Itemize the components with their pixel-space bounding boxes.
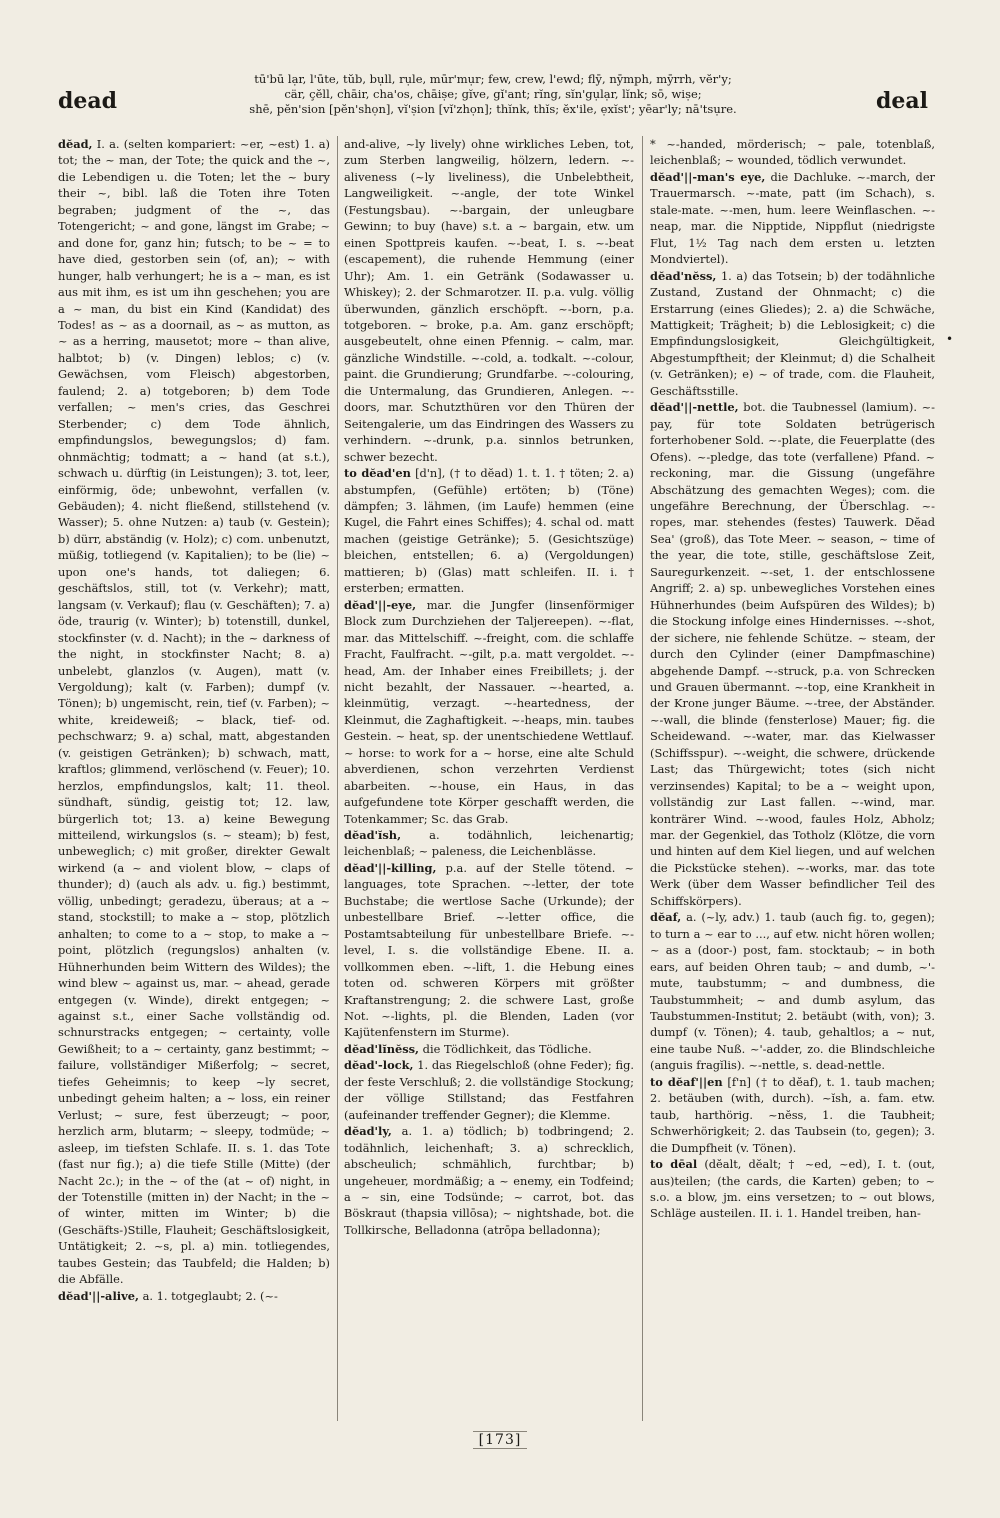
page-number-text: [173] xyxy=(473,1431,528,1449)
page-header xyxy=(58,72,928,128)
headword: to dĕaf'||en xyxy=(650,1074,723,1089)
headword: dĕad'nĕss, xyxy=(650,268,717,283)
dictionary-entry xyxy=(650,399,935,909)
dictionary-entry xyxy=(650,268,935,400)
column-1 xyxy=(58,136,330,1421)
dictionary-entry xyxy=(344,136,634,465)
headword: dĕad'lĭnĕss, xyxy=(344,1041,420,1056)
dictionary-entry xyxy=(344,1123,634,1238)
page-number xyxy=(0,1432,1000,1448)
headword: dĕad'||-man's eye, xyxy=(650,169,766,184)
headword: dĕad'||-nettle, xyxy=(650,400,739,415)
dictionary-entry xyxy=(344,465,634,597)
entry-definition: p.a. auf der Stelle tötend. ~ languages, tote Sprachen. ~-letter, der tote Buchstabe; die wertlose Sache (Urkunde); der unbestellbare Brief. ~-letter office, die Postamtsabteilung für unbestellbare Briefe. ~-level, I. s. die vollständige Ebene. II. a. vollkommen eben. ~-lift, 1. die Hebung eines toten od. schweren Körpers mit größter Kraftanstrengung; 2. die schwere Last, große Not. ~-lights, pl. die Blenden, Laden (vor Kajütenfenstern im Sturme). xyxy=(344,860,634,1040)
dictionary-entry xyxy=(650,909,935,1074)
column-divider xyxy=(642,136,643,1421)
headword: dĕaf, xyxy=(650,910,682,925)
dictionary-entry xyxy=(344,1057,634,1123)
pronunciation-key-line: tū'bū lạr, l'ūte, tŭb, bụll, rụle, mūr'mụr; few, crew, l'ewd; flȳ, nȳmph, mȳrrh, vĕr'y; xyxy=(254,72,732,86)
headword: to dĕad'en xyxy=(344,466,411,481)
pronunciation-key-line: cär, çĕll, chāir, cha'os, chāiṣe; gĭve, gĭ'ant; rĭng, sĭn'gụlạr, lĭnk; sō, wiṣe; xyxy=(284,87,702,101)
headword: dĕad'ĭsh, xyxy=(344,828,402,843)
entry-definition: mar. die Jungfer (linsenförmiger Block zum Durchziehen der Taljereepen). ~-flat, mar. das Mittelschiff. ~-freight, com. die schlaffe Fracht, Faulfracht. ~-gilt, p.a. matt vergoldet. ~-head, Am. der Inhaber eines Freibillets; j. der nicht bezahlt, der Nassauer. ~-hearted, a. kleinmütig, verzagt. ~-heartedness, der Kleinmut, die Zaghaftigkeit. ~-heaps, min. taubes Gestein. ~ heat, sp. der unentschiedene Wettlauf. ~ horse: to work for a ~ horse, eine alte Schuld abverdienen, schon verzehrten Verdienst abarbeiten. ~-house, ein Haus, in das aufgefundene tote Körper geschafft werden, die Totenkammer; Sc. das Grab. xyxy=(344,597,634,826)
headword: dĕad'||-alive, xyxy=(58,1288,139,1303)
entry-definition: I. a. (selten kompariert: ~er, ~est) 1. a) tot; the ~ man, der Tote; the quick and the ~, die Lebendigen u. die Toten; let the ~ bury their ~, bibl. laß die Toten ihre Toten begraben; judgment of the ~, das Totengericht; ~ and gone, längst im Grabe; ~ and done for, ganz hin; futsch; to be ~ = to have died, gestorben sein (of, an); ~ with hunger, halb verhungert; he is a ~ man, es ist aus mit ihm, es ist um ihn geschehen; you are a ~ man, du bist ein Kind (Kandidat) des Todes! as ~ as a doornail, as ~ as mutton, as ~ as a herring, mausetot; more ~ than alive, halbtot; b) (v. Dingen) leblos; c) (v. Gewächsen, vom Fleisch) abgestorben, faulend; 2. a) totgeboren; b) dem Tode verfallen; ~ men's cries, das Geschrei Sterbender; c) dem Tode ähnlich, empfindungslos, bewegungslos; d) fam. ohnmächtig; todmatt; a ~ hand (at s.t.), schwach u. dürftig (in Leistungen); 3. tot, leer, einförmig, öde; unbewohnt, verfallen (v. Gebäuden); 4. nicht fließend, stillstehend (v. Wasser); 5. ohne Nutzen: a) taub (v. Gestein); b) dürr, abständig (v. Holz); c) com. unbenutzt, müßig, totliegend (v. Kapitalien); to be (lie) ~ upon one's hands, tot daliegen; 6. geschäftslos, still, tot (v. Verkehr); matt, langsam (v. Verkauf); flau (v. Geschäften); 7. a) öde, traurig (v. Winter); b) totenstill, dunkel, stockfinster (v. d. Nacht); in the ~ darkness of the night, in stockfinster Nacht; 8. a) unbelebt, glanzlos (v. Augen), matt (v. Vergoldung); kalt (v. Farben); dumpf (v. Tönen); b) ungemischt, rein, tief (v. Farben); ~ white, kreideweiß; ~ black, tief- od. pechschwarz; 9. a) schal, matt, abgestanden (v. geistigen Getränken); b) schwach, matt, kraftlos; glimmend, verlöschend (v. Feuer); 10. herzlos, empfindungslos, kalt; 11. theol. sündhaft, sündig, geistig tot; 12. law, bürgerlich tot; 13. a) keine Bewegung mitteilend, wirkungslos (s. ~ steam); b) fest, unbeweglich; c) mit großer, direkter Gewalt wirkend (a ~ and violent blow, ~ claps of thunder); d) (auch als adv. u. fig.) bestimmt, völlig, unbedingt; geradezu, überaus; at a ~ stand, stockstill; to make a ~ stop, plötzlich anhalten; to come to a ~ stop, to make a ~ point, plötzlich (regungslos) anhalten (v. Hühnerhunden beim Wittern des Wildes); the wind blew ~ against us, mar. ~ ahead, gerade entgegen (v. Winde), direkt entgegen; ~ against s.t., einer Sache vollständig od. schnurstracks entgegen; ~ certainty, volle Gewißheit; to a ~ certainty, ganz bestimmt; ~ failure, vollständiger Mißerfolg; ~ secret, tiefes Geheimnis; to keep ~ly secret, unbedingt geheim halten; a ~ loss, ein reiner Verlust; ~ sure, fest überzeugt; ~ poor, herzlich arm, blutarm; ~ sleepy, todmüde; ~ asleep, im tiefsten Schlafe. II. s. 1. das Tote (fast nur fig.); a) die tiefe Stille (Mitte) (der Nacht 2c.); in the ~ of the (at ~ of) night, in der Totenstille (mitten in) der Nacht; in the ~ of winter, mitten im Winter; b) die (Geschäfts-)Stille, Flauheit; Geschäftslosigkeit, Untätigkeit; 2. ~s, pl. a) min. totliegendes, taubes Gestein; das Taubfeld; die Halden; b) die Abfälle. xyxy=(58,137,330,1287)
headword: to dēal xyxy=(650,1157,698,1172)
entry-definition: a. todähnlich, leichenartig; leichenblaß; ~ paleness, die Leichenblässe. xyxy=(344,828,634,859)
headword: dĕad'-lock, xyxy=(344,1058,414,1073)
entry-definition: * ~-handed, mörderisch; ~ pale, totenblaß, leichenblaß; ~ wounded, tödlich verwundet. xyxy=(650,137,935,168)
dictionary-entry xyxy=(650,136,935,169)
headword: dĕad, xyxy=(58,137,93,151)
dictionary-entry xyxy=(58,1288,330,1304)
pronunciation-key-line: shē, pĕn'sion [pĕn'shọn], vĭ'ṣion [vĭ'zhọn]; thĭnk, thĭs; ĕx'ile, ẹxĭst'; yēar'ly; nā'tsụre. xyxy=(249,102,737,116)
entry-definition: a. 1. a) tödlich; b) todbringend; 2. todähnlich, leichenhaft; 3. a) schrecklich, abscheulich; schmählich, furchtbar; b) ungeheuer, mordmäßig; a ~ enemy, ein Todfeind; a ~ sin, eine Todsünde; ~ carrot, bot. das Böskraut (thapsia villōsa); ~ nightshade, bot. die Tollkirsche, Belladonna (atrōpa belladonna); xyxy=(344,1124,634,1237)
entry-definition: and-alive, ~ly lively) ohne wirkliches Leben, tot, zum Sterben langweilig, hölzern, ledern. ~-aliveness (~ly liveliness), die Unbelebtheit, Langweiligkeit. ~-angle, der tote Winkel (Festungsbau). ~-bargain, der unleugbare Gewinn; to buy (have) s.t. a ~ bargain, etw. um einen Spottpreis kaufen. ~-beat, I. s. ~-beat (escapement), die ruhende Hemmung (einer Uhr); Am. 1. ein Getränk (Sodawasser u. Whiskey); 2. der Schmarotzer. II. p.a. vulg. völlig überwunden, gänzlich erschöpft. ~-born, p.a. totgeboren. ~ broke, p.a. Am. ganz erschöpft; ausgebeutelt, ohne einen Pfennig. ~ calm, mar. gänzliche Windstille. ~-cold, a. todkalt. ~-colour, paint. die Grundierung; Grundfarbe. ~-colouring, die Untermalung, das Grundieren, Anlegen. ~-doors, mar. Schutzthüren vor den Thüren der Seitengalerie, um das Eindringen des Wassers zu verhindern. ~-drunk, p.a. sinnlos betrunken, schwer bezecht. xyxy=(344,137,634,464)
entry-definition: [f'n] († to dĕaf), t. 1. taub machen; 2. betäuben (with, durch). ~ĭsh, a. fam. etw. taub, harthörig. ~nĕss, 1. die Taubheit; Schwerhörigkeit; 2. das Taubsein (to, gegen); 3. die Dumpfheit (v. Tönen). xyxy=(650,1074,935,1155)
entry-definition: (dĕalt, dĕalt; † ~ed, ~ed), I. t. (out, aus)teilen; (the cards, die Karten) geben; to ~ s.o. a blow, jm. eins versetzen; to ~ out blows, Schläge austeilen. II. i. 1. Handel treiben, han- xyxy=(650,1157,935,1221)
dictionary-entry xyxy=(344,827,634,860)
entry-definition: a. 1. totgeglaubt; 2. (~- xyxy=(142,1288,278,1303)
entry-definition: 1. das Riegelschloß (ohne Feder); fig. der feste Verschluß; 2. die vollständige Stockung; der völlige Stillstand; das Festfahren (aufeinander treffender Gegner); die Klemme. xyxy=(344,1058,634,1122)
entry-definition: [d'n], († to dĕad) 1. t. 1. † töten; 2. a) abstumpfen, (Gefühle) ertöten; b) (Töne) dämpfen; 3. lähmen, (im Laufe) hemmen (eine Kugel, die Fahrt eines Schiffes); 4. schal od. matt machen (geistige Getränke); 5. (Gesichtszüge) bleichen, entstellen; 6. a) (Vergoldungen) mattieren; b) (Glas) matt schleifen. II. i. † ersterben; ermatten. xyxy=(344,466,634,596)
dictionary-entry xyxy=(58,136,330,1288)
column-3 xyxy=(650,136,935,1421)
dictionary-entry xyxy=(344,1041,634,1057)
entry-definition: 1. a) das Totsein; b) der todähnliche Zustand, Zustand der Ohnmacht; c) die Erstarrung (eines Gliedes); 2. a) die Schwäche, Mattigkeit; Trägheit; b) die Leblosigkeit; c) die Empfindungslosigkeit, Gleichgültigkeit, Abgestumpftheit; der Kleinmut; d) die Schalheit (v. Getränken); e) ~ of trade, com. die Flauheit, Geschäftsstille. xyxy=(650,268,935,398)
entry-definition: die Tödlichkeit, das Tödliche. xyxy=(422,1041,592,1056)
dictionary-entry xyxy=(650,1156,935,1222)
dictionary-entry xyxy=(344,860,634,1041)
guide-word-left: dead xyxy=(58,88,118,114)
dictionary-entry xyxy=(650,1074,935,1156)
entry-definition: a. (~ly, adv.) 1. taub (auch fig. to, gegen); to turn a ~ ear to ..., auf etw. nicht hören wollen; ~ as a (door-) post, fam. stocktaub; ~ in both ears, auf beiden Ohren taub; ~ and dumb, ~'-mute, taubstumm; ~ and dumbness, die Taubstummheit; ~ and dumb asylum, das Taubstummen-Institut; 2. betäubt (with, von); 3. dumpf (v. Tönen); 4. taub, gehaltlos; a ~ nut, eine taube Nuß. ~'-adder, zo. die Blindschleiche (anguis fragĭlis). ~-nettle, s. dead-nettle. xyxy=(650,910,935,1073)
headword: dĕad'||-killing, xyxy=(344,860,437,875)
margin-dot: • xyxy=(946,332,954,346)
headword: dĕad'||-eye, xyxy=(344,597,417,612)
headword: dĕad'ly, xyxy=(344,1124,392,1139)
guide-word-right: deal xyxy=(876,88,928,114)
dictionary-entry xyxy=(650,169,935,268)
column-2 xyxy=(344,136,634,1421)
pronunciation-key xyxy=(208,72,778,117)
dictionary-entry xyxy=(344,597,634,827)
entry-definition: die Dachluke. ~-march, der Trauermarsch. ~-mate, patt (im Schach), s. stale-mate. ~-men, hum. leere Weinflaschen. ~-neap, mar. die Nipptide, Nippflut (niedrigste Flut, 1½ Tag nach dem ersten u. letzten Mondviertel). xyxy=(650,169,935,267)
column-divider xyxy=(337,136,338,1421)
entry-definition: bot. die Taubnessel (lamium). ~-pay, für tote Soldaten betrügerisch forterhobener Sold. ~-plate, die Feuerplatte (des Ofens). ~-pledge, das tote (verfallene) Pfand. ~ reckoning, mar. die Gissung (ungefähre Abschätzung des gemachten Weges); com. die ungefähre Berechnung, der Überschlag. ~-ropes, mar. stehendes (festes) Tauwerk. Dĕad Sea' (groß), das Tote Meer. ~ season, ~ time of the year, die tote, stille, geschäftslose Zeit, Sauregurkenzeit. ~-set, 1. der entschlossene Angriff; 2. a) sp. unbewegliches Vorstehen eines Hühnerhundes (beim Aufspüren des Wildes); b) die Stockung infolge eines Hindernisses. ~-shot, der sichere, nie fehlende Schütze. ~ steam, der durch den Cylinder (einer Dampfmaschine) abgehende Dampf. ~-struck, p.a. von Schrecken und Grauen übermannt. ~-top, eine Krankheit in der Krone junger Bäume. ~-tree, der Abständer. ~-wall, die blinde (fensterlose) Mauer; fig. die Scheidewand. ~-water, mar. das Kielwasser (Schiffsspur). ~-weight, die schwere, drückende Last; das Thürgewicht; totes (sich nicht verzinsendes) Kapital; to be a ~ weight upon, vollständig zur Last fallen. ~-wind, mar. konträrer Wind. ~-wood, faules Holz, Abholz; mar. der Gegenkiel, das Totholz (Klötze, die vorn und hinten auf dem Kiel liegen, und auf welchen die Pickstücke stehen). ~-works, mar. das tote Werk (über dem Wasser befindlicher Teil des Schiffskörpers). xyxy=(650,400,935,908)
